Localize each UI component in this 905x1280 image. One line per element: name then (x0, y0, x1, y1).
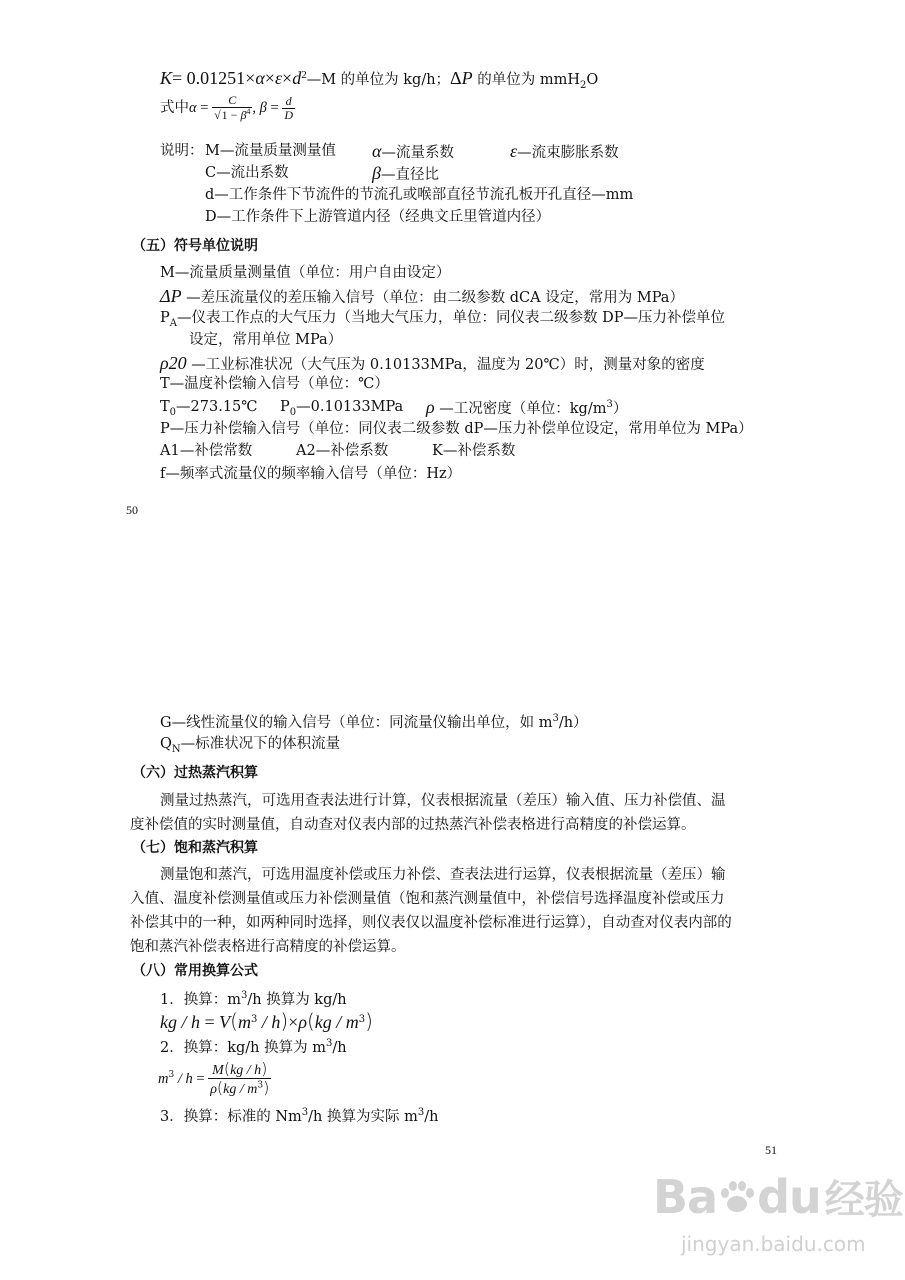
formula-alpha-symbol: α (189, 100, 197, 117)
fraction-c-over-sqrt (212, 94, 252, 122)
formula-k-sup: 2 (301, 69, 307, 82)
explain-c: C—流出系数 (205, 165, 289, 181)
s5-rho-sym: ρ (426, 397, 435, 417)
s5-rho-sup: 3 (606, 399, 613, 411)
f2-lhs-sup: 3 (168, 1070, 175, 1081)
s5-p0-p: P (280, 399, 290, 415)
f1-v: V (219, 1012, 231, 1032)
s8-item1-b: /h 换算为 kg/h (247, 991, 347, 1008)
section6-body (130, 789, 726, 837)
formula-beta-eq: = (266, 100, 283, 117)
s5-pa (160, 310, 725, 330)
p2-qn-q: Q (160, 736, 172, 752)
s8-item2-a: 2．换算：kg/h 换算为 m (160, 1039, 326, 1056)
watermark-url: jingyan.baidu.com (681, 1232, 866, 1256)
section5-title: （五）符号单位说明 (132, 238, 258, 254)
s5-f: f—频率式流量仪的频率输入信号（单位：Hz） (160, 466, 462, 482)
f1-times: × (288, 1012, 299, 1032)
formula-k-times1: × (264, 68, 275, 88)
p2-qn-text: —标准状况下的体积流量 (180, 736, 341, 752)
s8-item2-b: /h (332, 1039, 347, 1056)
s5-pa-cont: 设定，常用单位 MPa） (189, 332, 343, 348)
f2-eq: = (192, 1070, 209, 1087)
formula-k-desc2: 的单位为 mmH (472, 72, 580, 88)
s5-p: P—压力补偿输入信号（单位：同仪表二级参数 dP—压力补偿单位设定，常用单位为 MPa） (160, 421, 753, 437)
s8-item1-a: 1．换算：m (160, 991, 241, 1008)
p2-g (160, 713, 588, 732)
explain-beta-text: —直径比 (380, 167, 439, 183)
den-pow: 4 (246, 107, 251, 117)
formula-beta-symbol: β (259, 100, 267, 117)
p2-qn-sub: N (171, 743, 181, 755)
f2-den-rho: ρ (210, 1082, 217, 1098)
den-one: 1 − (221, 108, 241, 123)
s5-rho20-text: —工业标准状况（大气压为 0.10133MPa，温度为 20℃）时，测量对象的密度 (186, 357, 705, 373)
fraction-d-den: D (284, 107, 294, 122)
s8-item3-c: /h (424, 1108, 439, 1125)
formula-k-symbol: K (160, 68, 173, 88)
f1-paren-open: ( (230, 1009, 238, 1033)
paw-icon (717, 1177, 757, 1217)
s8-formula1 (160, 1009, 373, 1034)
explain-d: d—工作条件下节流件的节流孔或喉部直径节流孔板开孔直径—mm (205, 187, 634, 203)
p2-qn (160, 736, 340, 756)
formula-alpha-eq: = (196, 100, 213, 117)
formula-k-d: d (292, 68, 302, 88)
s5-rho20 (160, 353, 705, 375)
s8-item3-sup2: 3 (417, 1107, 425, 1118)
f1-m3h-a: m (237, 1012, 251, 1032)
s5-t0-t: T (160, 399, 170, 415)
formula-alpha-prefix: 式中 (160, 100, 189, 117)
f2-num-m: M (212, 1063, 224, 1078)
s7-line2: 入值、温度补偿测量值或压力补偿测量值（饱和蒸汽测量值中，补偿信号选择温度补偿或压力 (130, 891, 725, 907)
s5-pa-sub: A (169, 317, 177, 329)
section7-title: （七）饱和蒸汽积算 (132, 840, 258, 856)
formula-dp-delta: Δ (450, 68, 462, 88)
f1-paren2-close: ) (365, 1009, 373, 1033)
s5-a2: A2—补偿系数 (296, 443, 389, 459)
s5-t0-sub: 0 (169, 406, 177, 418)
p2-g-text: G—线性流量仪的输入信号（单位：同流量仪输出单位，如 m (160, 714, 553, 731)
f1-rho: ρ (298, 1012, 307, 1032)
formula-k-eq: = 0.01251× (172, 68, 256, 88)
formula-k-desc1: —M 的单位为 kg/h； (306, 72, 451, 88)
s8-item2-sup: 3 (326, 1038, 333, 1049)
s5-m: M—流量质量测量值（单位：用户自由设定） (160, 265, 451, 281)
explain-beta (372, 163, 439, 185)
f1-kgm3-a: kg / m (314, 1012, 359, 1032)
p2-g-sup: 3 (552, 713, 559, 724)
s5-t: T—温度补偿输入信号（单位：℃） (160, 376, 389, 392)
page-number-50: 50 (126, 503, 138, 517)
s5-pa-p: P (160, 310, 170, 326)
s7-line4: 饱和蒸汽补偿表格进行高精度的补偿运算。 (130, 939, 406, 955)
explain-eps (510, 141, 619, 163)
baidu-watermark (653, 1170, 903, 1265)
explain-alpha-sym: α (372, 141, 382, 161)
f2-fraction (208, 1060, 271, 1098)
p2-g-close: /h） (558, 714, 588, 731)
s8-item3-b: /h 换算为实际 m (308, 1108, 418, 1125)
s5-k: K—补偿系数 (432, 443, 516, 459)
f1-eq: = (200, 1012, 220, 1032)
s7-line1: 测量饱和蒸汽，可选用温度补偿或压力补偿、查表法进行运算，仪表根据流量（差压）输 (160, 867, 726, 883)
s5-p0 (280, 399, 403, 419)
watermark-brand (653, 1170, 903, 1225)
f1-kgm3-sup: 3 (358, 1014, 366, 1026)
s5-t0 (160, 399, 258, 419)
explain-D: D—工作条件下上游管道内径（经典文丘里管道内径） (205, 209, 551, 225)
explain-eps-text: —流束膨胀系数 (517, 145, 619, 161)
explain-alpha-text: —流量系数 (381, 145, 454, 161)
explain-beta-sym: β (372, 163, 381, 183)
formula-alpha (160, 94, 295, 122)
section6-title: （六）过热蒸汽积算 (132, 765, 258, 781)
s5-rho-close: ） (612, 401, 628, 417)
s5-dp (160, 286, 684, 308)
page-number-51: 51 (765, 1143, 777, 1157)
s5-dp-text: —差压流量仪的差压输入信号（单位：由二级参数 dCA 设定，常用为 MPa） (181, 290, 684, 306)
explain-alpha (372, 141, 454, 163)
f2-lhs-b: / h (174, 1070, 193, 1087)
s8-item1-sup: 3 (240, 990, 248, 1001)
formula-dp-p: P (461, 68, 473, 88)
f1-paren2-open: ( (306, 1009, 315, 1033)
fraction-c-den: $√1 - \beta^4$ (214, 107, 251, 123)
s7-line3: 补偿其中的一种，如两种同时选择，则仪表仅以温度补偿标准进行运算），自动查对仪表内部的 (130, 915, 732, 931)
f2-denominator: $\rho(kg / m^3)$ (210, 1078, 270, 1098)
s8-item1 (160, 990, 347, 1009)
fraction-d-over-D (282, 95, 295, 122)
explain-eps-sym: ε (510, 141, 518, 161)
f2-den-sup: 3 (257, 1080, 264, 1091)
formula-k-eps: ε (274, 68, 283, 88)
s6-line2: 度补偿值的实时测量值，自动查对仪表内部的过热蒸汽补偿表格进行高精度的补偿运算。 (130, 817, 696, 833)
s6-line1: 测量过热蒸汽，可选用查表法进行计算，仪表根据流量（差压）输入值、压力补偿值、温 (160, 793, 726, 809)
formula-k-times2: × (282, 68, 293, 88)
f2-num-in: kg / h (230, 1063, 262, 1078)
s5-rho (426, 397, 627, 419)
s5-t0-text: —273.15℃ (176, 399, 258, 415)
fraction-c-num: C (228, 93, 237, 107)
s5-rho20-sym: ρ20 (160, 353, 187, 373)
section8-title: （八）常用换算公式 (132, 963, 258, 979)
s5-rho-text: —工况密度（单位：kg/m (434, 401, 607, 417)
formula-k-alpha: α (255, 68, 265, 88)
f2-lhs-a: m (158, 1070, 169, 1087)
formula-k-sub: 2 (580, 79, 587, 91)
f1-m3h-b: / h (257, 1012, 281, 1032)
formula-alpha-comma: , (252, 100, 260, 117)
f1-m3h-sup: 3 (250, 1014, 258, 1026)
s5-a1: A1—补偿常数 (160, 443, 253, 459)
formula-k-desc3: O (586, 72, 599, 88)
s5-dp-sym: ΔP (160, 286, 182, 306)
section7-body (130, 863, 732, 959)
f1-paren-close: ) (280, 1009, 289, 1033)
f2-numerator: M(kg / h) (212, 1059, 268, 1078)
s5-pa-text: —仪表工作点的大气压力（当地大气压力，单位：同仪表二级参数 DP—压力补偿单位 (177, 310, 725, 326)
explain-m: M—流量质量测量值 (205, 143, 336, 159)
s8-item3-a: 3．换算：标准的 Nm (160, 1108, 302, 1125)
f2-den-a: kg / m (223, 1082, 258, 1098)
s8-item3-sup: 3 (301, 1107, 309, 1118)
formula-k (160, 68, 598, 92)
s8-item3 (160, 1107, 438, 1126)
s8-formula2 (158, 1060, 271, 1098)
den-beta: β (240, 108, 247, 123)
explain-label: 说明： (160, 143, 204, 159)
s5-p0-sub: 0 (289, 406, 297, 418)
f1-lhs: kg / h (160, 1012, 200, 1032)
watermark-du: du (757, 1170, 821, 1224)
s8-item2 (160, 1038, 347, 1057)
s5-p0-text: —0.10133MPa (296, 399, 404, 415)
watermark-cn: 经验 (824, 1177, 903, 1223)
fraction-d-num: d (285, 93, 292, 108)
watermark-ba: Ba (653, 1170, 718, 1224)
